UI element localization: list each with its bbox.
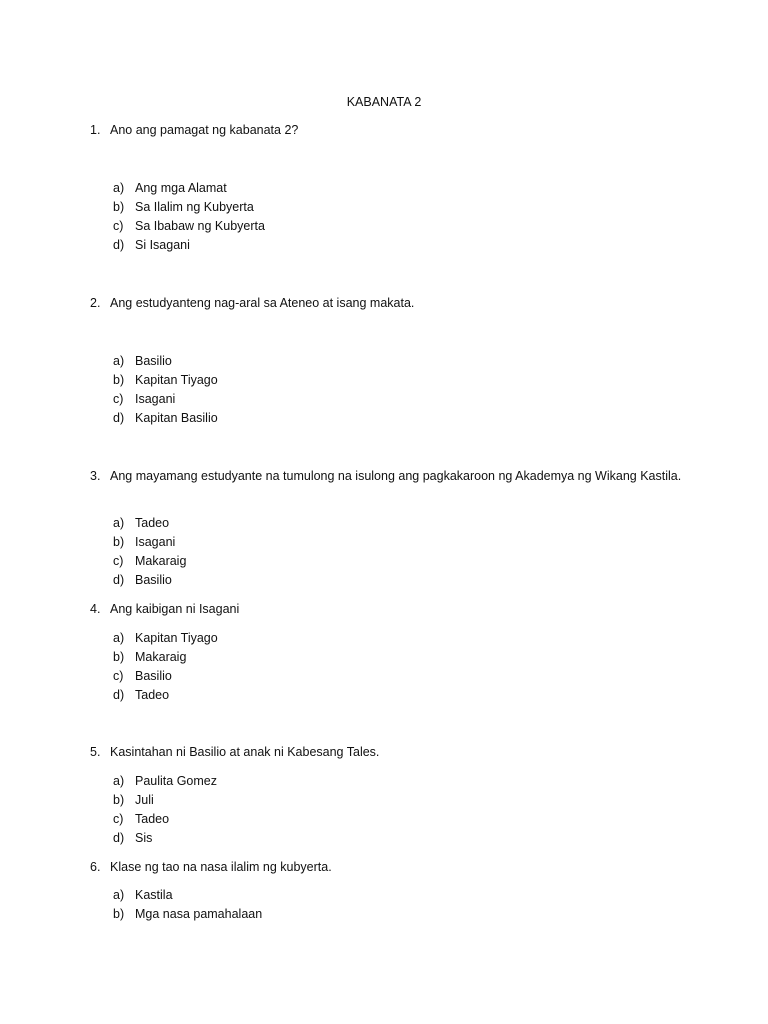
question-text: Ano ang pamagat ng kabanata 2? xyxy=(110,123,299,137)
option-item xyxy=(113,686,218,705)
option-item xyxy=(113,810,217,829)
options-list-6 xyxy=(113,886,262,924)
option-letter: d) xyxy=(113,411,125,425)
option-text: Tadeo xyxy=(135,516,170,530)
option-item xyxy=(113,390,218,409)
option-text: Ang mga Alamat xyxy=(135,181,227,195)
option-text: Kapitan Tiyago xyxy=(135,373,218,387)
option-letter: c) xyxy=(113,219,124,233)
option-text: Sa Ilalim ng Kubyerta xyxy=(135,200,254,214)
option-item xyxy=(113,514,186,533)
option-text: Tadeo xyxy=(135,688,170,702)
option-letter: b) xyxy=(113,650,125,664)
option-item xyxy=(113,667,218,686)
option-text: Makaraig xyxy=(135,650,187,664)
option-text: Mga nasa pamahalaan xyxy=(135,907,263,921)
option-text: Isagani xyxy=(135,535,176,549)
option-item xyxy=(113,533,186,552)
options-list-2 xyxy=(113,352,218,428)
option-item xyxy=(113,886,262,905)
option-item xyxy=(113,179,265,198)
question-number: 5. xyxy=(90,745,101,759)
option-text: Sis xyxy=(135,831,153,845)
option-letter: c) xyxy=(113,554,124,568)
option-letter: d) xyxy=(113,688,125,702)
options-list-3 xyxy=(113,514,186,590)
options-list-1 xyxy=(113,179,265,255)
options-list-4 xyxy=(113,629,218,705)
question-text: Ang mayamang estudyante na tumulong na isulong ang pagkakaroon ng Akademya ng Wikang Kastila. xyxy=(110,469,682,483)
option-letter: b) xyxy=(113,907,125,921)
option-letter: a) xyxy=(113,516,125,530)
question-number: 1. xyxy=(90,123,101,137)
question-number: 3. xyxy=(90,469,101,483)
question-2 xyxy=(90,294,690,313)
question-text: Ang estudyanteng nag-aral sa Ateneo at isang makata. xyxy=(110,296,415,310)
question-3 xyxy=(90,467,690,486)
option-item xyxy=(113,198,265,217)
option-letter: b) xyxy=(113,373,125,387)
option-text: Isagani xyxy=(135,392,176,406)
question-6 xyxy=(90,858,690,877)
option-text: Basilio xyxy=(135,669,172,683)
question-1 xyxy=(90,121,690,140)
option-item xyxy=(113,791,217,810)
option-letter: b) xyxy=(113,535,125,549)
option-item xyxy=(113,571,186,590)
option-letter: c) xyxy=(113,392,124,406)
option-letter: a) xyxy=(113,888,125,902)
option-item xyxy=(113,352,218,371)
option-text: Kapitan Tiyago xyxy=(135,631,218,645)
option-item xyxy=(113,236,265,255)
option-item xyxy=(113,217,265,236)
option-text: Paulita Gomez xyxy=(135,774,217,788)
option-text: Si Isagani xyxy=(135,238,190,252)
question-number: 6. xyxy=(90,860,101,874)
option-text: Kastila xyxy=(135,888,173,902)
option-item xyxy=(113,772,217,791)
option-text: Sa Ibabaw ng Kubyerta xyxy=(135,219,265,233)
option-letter: c) xyxy=(113,669,124,683)
option-text: Basilio xyxy=(135,354,172,368)
option-item xyxy=(113,648,218,667)
option-letter: c) xyxy=(113,812,124,826)
option-text: Kapitan Basilio xyxy=(135,411,218,425)
question-5 xyxy=(90,743,690,762)
question-text: Ang kaibigan ni Isagani xyxy=(110,602,240,616)
question-number: 4. xyxy=(90,602,101,616)
page-title: KABANATA 2 xyxy=(346,95,422,109)
question-4 xyxy=(90,600,690,619)
option-text: Juli xyxy=(135,793,154,807)
options-list-5 xyxy=(113,772,217,848)
option-text: Makaraig xyxy=(135,554,187,568)
option-letter: a) xyxy=(113,774,125,788)
option-item xyxy=(113,629,218,648)
option-letter: a) xyxy=(113,354,125,368)
option-letter: b) xyxy=(113,793,125,807)
question-text: Kasintahan ni Basilio at anak ni Kabesang Tales. xyxy=(110,745,380,759)
option-item xyxy=(113,552,186,571)
option-letter: a) xyxy=(113,181,125,195)
question-text: Klase ng tao na nasa ilalim ng kubyerta. xyxy=(110,860,332,874)
option-letter: d) xyxy=(113,573,125,587)
option-text: Tadeo xyxy=(135,812,170,826)
option-item xyxy=(113,371,218,390)
option-item xyxy=(113,829,217,848)
option-item xyxy=(113,409,218,428)
option-letter: b) xyxy=(113,200,125,214)
option-text: Basilio xyxy=(135,573,172,587)
question-number: 2. xyxy=(90,296,101,310)
option-letter: d) xyxy=(113,238,125,252)
option-letter: a) xyxy=(113,631,125,645)
option-item xyxy=(113,905,262,924)
option-letter: d) xyxy=(113,831,125,845)
